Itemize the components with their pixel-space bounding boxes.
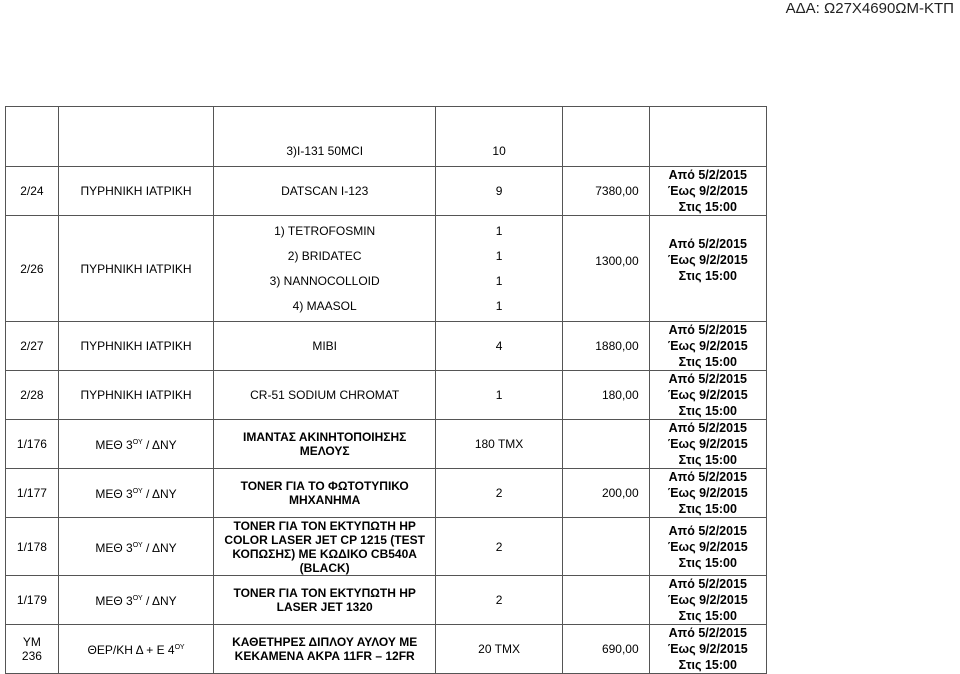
dates-cell <box>649 469 766 518</box>
item-cell: DATSCAN I-123 <box>214 167 436 216</box>
table-row <box>6 216 767 322</box>
subitem-qty: 1 <box>495 298 503 313</box>
code-cell: 1/179 <box>6 576 59 625</box>
item-cell <box>214 216 436 322</box>
item-cell: ΙΜΑΝΤΑΣ ΑΚΙΝΗΤΟΠΟΙΗΣΗΣ ΜΕΛΟΥΣ <box>214 420 436 469</box>
table-row <box>6 625 767 674</box>
date-to: Έως 9/2/2015 <box>667 253 748 267</box>
time: Στις 15:00 <box>678 269 737 283</box>
department-cell: ΠΥΡΗΝΙΚΗ ΙΑΤΡΙΚΗ <box>58 371 213 420</box>
department-cell <box>58 576 213 625</box>
department-cell <box>58 518 213 576</box>
code-cell: 1/176 <box>6 420 59 469</box>
time: Στις 15:00 <box>678 658 737 672</box>
subitem: 1) TETROFOSMIN <box>274 223 376 238</box>
quantity-cell: 2 <box>436 518 563 576</box>
price-cell: 690,00 <box>562 625 649 674</box>
dept-sup: ΟΥ <box>174 644 185 651</box>
date-to: Έως 9/2/2015 <box>667 539 748 554</box>
ada-identifier: ΑΔΑ: Ω27Χ4690ΩΜ-ΚΤΠ <box>785 0 954 17</box>
price-cell <box>562 107 649 167</box>
item-cell: CR-51 SODIUM CHROMAT <box>214 371 436 420</box>
code-cell: 2/27 <box>6 322 59 371</box>
time: Στις 15:00 <box>678 555 737 570</box>
item-cell: TONER ΓΙΑ ΤΟΝ ΕΚΤΥΠΩΤΗ HP COLOR LASER JET CP 1215 (TEST ΚΟΠΩΣΗΣ) ΜΕ ΚΩΔΙΚΟ CB540A (BLACK) <box>214 518 436 576</box>
price-cell: 1880,00 <box>562 322 649 371</box>
dept-main: ΜΕΘ 3 <box>95 487 133 501</box>
date-from: Από 5/2/2015 <box>668 470 747 484</box>
date-from: Από 5/2/2015 <box>668 421 747 435</box>
quantity-cell: 4 <box>436 322 563 371</box>
date-to: Έως 9/2/2015 <box>667 593 748 607</box>
date-from: Από 5/2/2015 <box>668 323 747 337</box>
time: Στις 15:00 <box>678 502 737 516</box>
table-row <box>6 576 767 625</box>
table-row <box>6 518 767 576</box>
subitem-qty: 1 <box>495 248 503 263</box>
price-cell: 1300,00 <box>562 216 649 322</box>
dept-main: ΜΕΘ 3 <box>95 438 133 452</box>
date-from: Από 5/2/2015 <box>668 237 747 251</box>
procurement-table <box>5 106 767 674</box>
code-line: ΥΜ <box>22 635 41 649</box>
dates-cell <box>649 167 766 216</box>
code-cell <box>6 625 59 674</box>
subitem: 2) BRIDATEC <box>287 248 362 263</box>
dates-cell <box>649 576 766 625</box>
quantity-cell <box>436 216 563 322</box>
department-cell <box>58 469 213 518</box>
subitem-qty: 1 <box>495 273 503 288</box>
code-cell: 2/28 <box>6 371 59 420</box>
quantity-cell: 10 <box>436 107 563 167</box>
price-cell: 180,00 <box>562 371 649 420</box>
date-from: Από 5/2/2015 <box>668 523 747 538</box>
price-cell: 7380,00 <box>562 167 649 216</box>
dates-cell <box>649 371 766 420</box>
price-cell: 200,00 <box>562 469 649 518</box>
dept-main: ΜΕΘ 3 <box>95 540 133 555</box>
code-line: 236 <box>21 649 42 663</box>
time: Στις 15:00 <box>678 355 737 369</box>
dept-sup: ΟΥ <box>132 439 143 446</box>
dates-cell <box>649 420 766 469</box>
dept-sup: ΟΥ <box>132 541 143 549</box>
item-cell: ΚΑΘΕΤΗΡΕΣ ΔΙΠΛΟΥ ΑΥΛΟΥ ΜΕ ΚΕΚΑΜΕΝΑ ΑΚΡΑ 11FR – 12FR <box>214 625 436 674</box>
quantity-cell: 9 <box>436 167 563 216</box>
dept-tail: / ΔΝΥ <box>142 594 177 608</box>
dates-cell <box>649 107 766 167</box>
date-to: Έως 9/2/2015 <box>667 642 748 656</box>
department-cell: ΠΥΡΗΝΙΚΗ ΙΑΤΡΙΚΗ <box>58 216 213 322</box>
price-cell <box>562 518 649 576</box>
subitem: 3) NANNOCOLLOID <box>269 273 380 288</box>
quantity-cell: 20 ΤΜΧ <box>436 625 563 674</box>
subitem: 4) MAASOL <box>292 298 357 313</box>
department-cell <box>58 107 213 167</box>
price-cell <box>562 420 649 469</box>
quantity-cell: 180 ΤΜΧ <box>436 420 563 469</box>
code-cell: 1/178 <box>6 518 59 576</box>
dept-tail: / ΔΝΥ <box>142 438 177 452</box>
dept-main: ΜΕΘ 3 <box>95 594 133 608</box>
date-from: Από 5/2/2015 <box>668 168 747 182</box>
date-from: Από 5/2/2015 <box>668 372 747 386</box>
time: Στις 15:00 <box>678 200 737 214</box>
table-row <box>6 107 767 167</box>
dates-cell <box>649 322 766 371</box>
date-to: Έως 9/2/2015 <box>667 339 748 353</box>
table-row <box>6 322 767 371</box>
code-cell: 1/177 <box>6 469 59 518</box>
date-to: Έως 9/2/2015 <box>667 184 748 198</box>
department-cell <box>58 625 213 674</box>
dates-cell <box>649 216 766 322</box>
date-from: Από 5/2/2015 <box>668 577 747 591</box>
table-row <box>6 420 767 469</box>
dept-sup: ΟΥ <box>132 595 143 602</box>
item-cell: TONER ΓΙΑ ΤΟ ΦΩΤΟΤΥΠΙΚΟ ΜΗΧΑΝΗΜΑ <box>214 469 436 518</box>
code-cell <box>6 107 59 167</box>
item-cell: 3)I-131 50MCI <box>214 107 436 167</box>
time: Στις 15:00 <box>678 453 737 467</box>
date-to: Έως 9/2/2015 <box>667 486 748 500</box>
subitem-qty: 1 <box>495 223 503 238</box>
dept-tail: / ΔΝΥ <box>142 540 177 555</box>
dept-main: ΘΕΡ/ΚΗ Δ + Ε 4 <box>87 643 175 657</box>
department-cell <box>58 420 213 469</box>
time: Στις 15:00 <box>678 609 737 623</box>
dates-cell <box>649 518 766 576</box>
quantity-cell: 1 <box>436 371 563 420</box>
time: Στις 15:00 <box>678 404 737 418</box>
department-cell: ΠΥΡΗΝΙΚΗ ΙΑΤΡΙΚΗ <box>58 167 213 216</box>
price-cell <box>562 576 649 625</box>
item-cell: TONER ΓΙΑ ΤΟΝ ΕΚΤΥΠΩΤΗ HP LASER JET 1320 <box>214 576 436 625</box>
dept-tail: / ΔΝΥ <box>142 487 177 501</box>
date-from: Από 5/2/2015 <box>668 626 747 640</box>
dept-sup: ΟΥ <box>132 488 143 495</box>
department-cell: ΠΥΡΗΝΙΚΗ ΙΑΤΡΙΚΗ <box>58 322 213 371</box>
item-cell: MIBI <box>214 322 436 371</box>
table-row <box>6 469 767 518</box>
date-to: Έως 9/2/2015 <box>667 437 748 451</box>
code-cell: 2/26 <box>6 216 59 322</box>
quantity-cell: 2 <box>436 469 563 518</box>
date-to: Έως 9/2/2015 <box>667 388 748 402</box>
dates-cell <box>649 625 766 674</box>
quantity-cell: 2 <box>436 576 563 625</box>
table-row <box>6 371 767 420</box>
table-row <box>6 167 767 216</box>
code-cell: 2/24 <box>6 167 59 216</box>
